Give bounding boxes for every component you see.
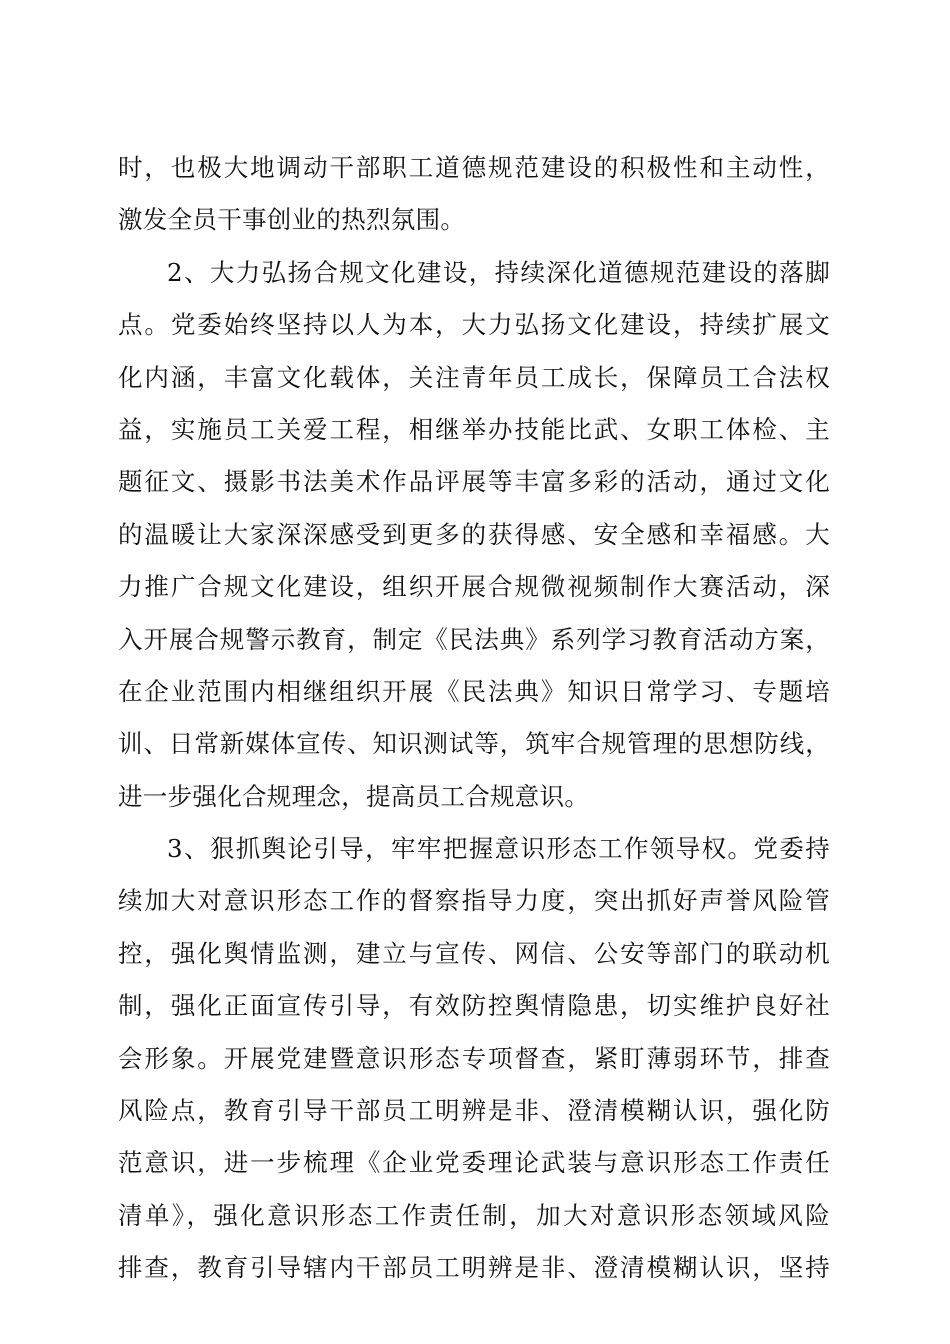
paragraph-1-line-2: 激发全员干事创业的热烈氛围。	[118, 205, 466, 235]
paragraph-2-line: 的温暖让大家深深感受到更多的获得感、安全感和幸福感。大	[118, 519, 830, 549]
paragraph-3-line: 排查，教育引导辖内干部员工明辨是非、澄清模糊认识，坚持	[118, 1253, 830, 1283]
paragraph-2-line: 化内涵，丰富文化载体，关注青年员工成长，保障员工合法权	[118, 362, 830, 392]
paragraph-2-line-last: 进一步强化合规理念，提高员工合规意识。	[118, 781, 590, 811]
paragraph-3-line: 制，强化正面宣传引导，有效防控舆情隐患，切实维护良好社	[118, 991, 830, 1021]
paragraph-2-line: 训、日常新媒体宣传、知识测试等，筑牢合规管理的思想防线，	[118, 729, 830, 759]
paragraph-3-heading-line: 3、狠抓舆论引导，牢牢把握意识形态工作领导权。党委持	[167, 834, 830, 864]
paragraph-3-line: 范意识，进一步梳理《企业党委理论武装与意识形态工作责任	[118, 1148, 830, 1178]
paragraph-2-line: 入开展合规警示教育，制定《民法典》系列学习教育活动方案，	[118, 624, 830, 654]
document-body	[118, 142, 830, 1295]
paragraph-2-line: 点。党委始终坚持以人为本，大力弘扬文化建设，持续扩展文	[118, 310, 830, 340]
paragraph-2-line: 在企业范围内相继组织开展《民法典》知识日常学习、专题培	[118, 676, 830, 706]
paragraph-2-line: 益，实施员工关爱工程，相继举办技能比武、女职工体检、主	[118, 414, 830, 444]
paragraph-2-line: 力推广合规文化建设，组织开展合规微视频制作大赛活动，深	[118, 572, 830, 602]
paragraph-3-line: 续加大对意识形态工作的督察指导力度，突出抓好声誉风险管	[118, 886, 830, 916]
paragraph-2-line: 题征文、摄影书法美术作品评展等丰富多彩的活动，通过文化	[118, 467, 830, 497]
paragraph-1-line-1: 时，也极大地调动干部职工道德规范建设的积极性和主动性，	[118, 153, 830, 182]
paragraph-3-line: 风险点，教育引导干部员工明辨是非、澄清模糊认识，强化防	[118, 1096, 830, 1126]
paragraph-3-line: 控，强化舆情监测，建立与宣传、网信、公安等部门的联动机	[118, 938, 830, 968]
paragraph-2-heading-line: 2、大力弘扬合规文化建设，持续深化道德规范建设的落脚	[167, 257, 830, 287]
paragraph-3-line: 会形象。开展党建暨意识形态专项督查，紧盯薄弱环节，排查	[118, 1043, 830, 1073]
paragraph-3-line: 清单》，强化意识形态工作责任制，加大对意识形态领域风险	[118, 1200, 830, 1230]
